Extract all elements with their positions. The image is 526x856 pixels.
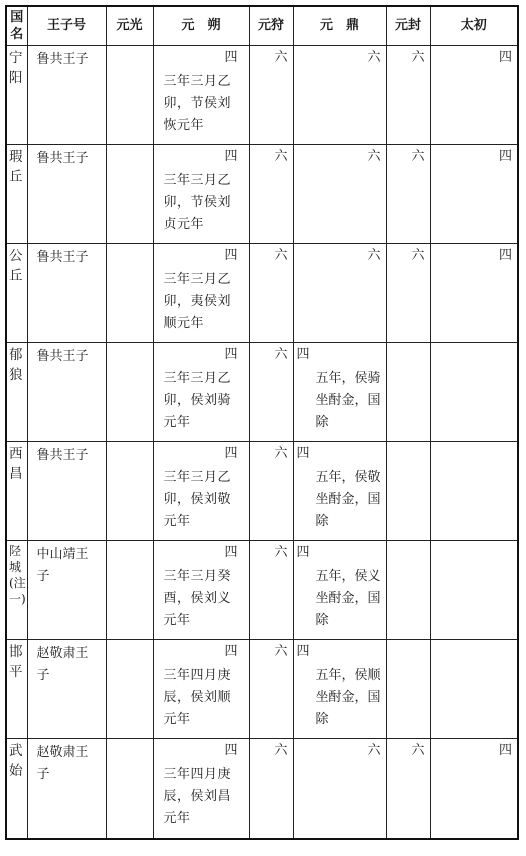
state-name: 邯平 <box>6 640 27 739</box>
yuanshuo-years: 四 <box>224 347 238 362</box>
yuanshuo-note: 三年三月乙卯，侯刘敬元年 <box>163 470 232 529</box>
yuanguang-cell <box>106 541 153 640</box>
yuanshuo-note: 三年三月乙卯，节侯刘恢元年 <box>163 74 232 133</box>
yuanshuo-cell <box>153 640 249 739</box>
yuanguang-cell <box>106 640 153 739</box>
yuanding-note: 五年，侯骑坐酎金，国除 <box>315 371 381 430</box>
yuanshuo-cell <box>153 442 249 541</box>
yuanshuo-years: 四 <box>224 545 238 560</box>
yuanding-note <box>294 70 386 71</box>
king-son: 鲁共王子 <box>27 145 106 244</box>
header-yuanfeng: 元封 <box>386 6 430 46</box>
yuanding-years: 六 <box>367 743 381 758</box>
yuanshou-cell: 六 <box>249 244 293 343</box>
yuanshuo-note: 三年三月乙卯，节侯刘贞元年 <box>163 173 232 232</box>
table-row <box>6 442 518 541</box>
yuanfeng-cell: 六 <box>386 244 430 343</box>
state-name: 陉城(注一) <box>6 541 27 640</box>
yuanshuo-note: 三年三月癸酉，侯刘义元年 <box>163 569 232 628</box>
yuanshuo-cell <box>153 343 249 442</box>
king-son: 鲁共王子 <box>27 442 106 541</box>
header-wangzihao: 王子号 <box>27 6 106 46</box>
table-row <box>6 46 518 145</box>
yuanfeng-cell <box>386 541 430 640</box>
yuanshuo-note: 三年四月庚辰，侯刘顺元年 <box>163 668 232 727</box>
taichu-cell <box>430 640 518 739</box>
yuanding-cell <box>293 739 386 839</box>
state-name: 瑕丘 <box>6 145 27 244</box>
taichu-cell <box>430 343 518 442</box>
yuanfeng-cell: 六 <box>386 46 430 145</box>
yuanding-cell <box>293 244 386 343</box>
yuanguang-cell <box>106 244 153 343</box>
header-guoming: 国名 <box>6 6 27 46</box>
yuanguang-cell <box>106 739 153 839</box>
yuanding-cell <box>293 541 386 640</box>
yuanfeng-cell <box>386 442 430 541</box>
yuanshuo-years: 四 <box>224 446 238 461</box>
table-row <box>6 244 518 343</box>
yuanding-years: 四 <box>296 644 310 659</box>
taichu-cell <box>430 442 518 541</box>
yuanfeng-cell <box>386 640 430 739</box>
yuanfeng-cell <box>386 343 430 442</box>
header-row <box>6 6 518 46</box>
yuanfeng-cell: 六 <box>386 145 430 244</box>
king-son: 赵敬肃王子 <box>27 739 106 839</box>
yuanshuo-years: 四 <box>224 248 238 263</box>
yuanshuo-cell <box>153 46 249 145</box>
yuanshou-cell: 六 <box>249 442 293 541</box>
yuanshou-cell: 六 <box>249 541 293 640</box>
table-row <box>6 541 518 640</box>
header-yuanguang: 元光 <box>106 6 153 46</box>
yuanding-years: 四 <box>296 347 310 362</box>
yuanding-years: 六 <box>367 248 381 263</box>
yuanguang-cell <box>106 442 153 541</box>
yuanding-note: 五年，侯顺坐酎金，国除 <box>315 668 381 727</box>
yuanding-cell <box>293 343 386 442</box>
king-son: 中山靖王子 <box>27 541 106 640</box>
yuanshuo-years: 四 <box>224 743 238 758</box>
marquis-table <box>5 5 519 840</box>
state-name: 西昌 <box>6 442 27 541</box>
yuanding-note: 五年，侯义坐酎金，国除 <box>315 569 381 628</box>
yuanding-years: 六 <box>367 50 381 65</box>
taichu-cell <box>430 541 518 640</box>
yuanshou-cell: 六 <box>249 739 293 839</box>
yuanshuo-cell <box>153 244 249 343</box>
table-row <box>6 640 518 739</box>
state-name: 武始 <box>6 739 27 839</box>
state-name: 郁狼 <box>6 343 27 442</box>
yuanding-cell <box>293 442 386 541</box>
yuanshuo-note: 三年四月庚辰，侯刘昌元年 <box>163 767 232 826</box>
yuanding-note: 五年，侯敬坐酎金，国除 <box>315 470 381 529</box>
header-yuanding: 元 鼎 <box>293 6 386 46</box>
yuanfeng-cell: 六 <box>386 739 430 839</box>
yuanshuo-years: 四 <box>224 50 238 65</box>
yuanshuo-cell <box>153 739 249 839</box>
yuanshuo-years: 四 <box>224 644 238 659</box>
yuanshuo-cell <box>153 145 249 244</box>
yuanguang-cell <box>106 46 153 145</box>
king-son: 赵敬肃王子 <box>27 640 106 739</box>
yuanding-cell <box>293 640 386 739</box>
yuanshuo-note: 三年三月乙卯，侯刘骑元年 <box>163 371 232 430</box>
king-son: 鲁共王子 <box>27 343 106 442</box>
yuanding-years: 四 <box>296 545 310 560</box>
table-row <box>6 739 518 839</box>
header-taichu: 太初 <box>430 6 518 46</box>
yuanding-cell <box>293 145 386 244</box>
state-name: 公丘 <box>6 244 27 343</box>
header-yuanshuo: 元 朔 <box>153 6 249 46</box>
state-name: 宁阳 <box>6 46 27 145</box>
taichu-cell: 四 <box>430 739 518 839</box>
king-son: 鲁共王子 <box>27 46 106 145</box>
king-son: 鲁共王子 <box>27 244 106 343</box>
yuanguang-cell <box>106 145 153 244</box>
yuanding-note <box>294 268 386 269</box>
yuanding-years: 六 <box>367 149 381 164</box>
yuanding-note <box>294 169 386 170</box>
yuanshou-cell: 六 <box>249 343 293 442</box>
yuanding-note <box>294 763 386 764</box>
yuanshou-cell: 六 <box>249 46 293 145</box>
yuanshuo-note: 三年三月乙卯，夷侯刘顺元年 <box>163 272 232 331</box>
taichu-cell: 四 <box>430 145 518 244</box>
yuanguang-cell <box>106 343 153 442</box>
taichu-cell: 四 <box>430 46 518 145</box>
table-row <box>6 343 518 442</box>
yuanshou-cell: 六 <box>249 640 293 739</box>
yuanding-cell <box>293 46 386 145</box>
yuanshuo-cell <box>153 541 249 640</box>
yuanshuo-years: 四 <box>224 149 238 164</box>
yuanshou-cell: 六 <box>249 145 293 244</box>
header-yuanshou: 元狩 <box>249 6 293 46</box>
yuanding-years: 四 <box>296 446 310 461</box>
table-row <box>6 145 518 244</box>
taichu-cell: 四 <box>430 244 518 343</box>
